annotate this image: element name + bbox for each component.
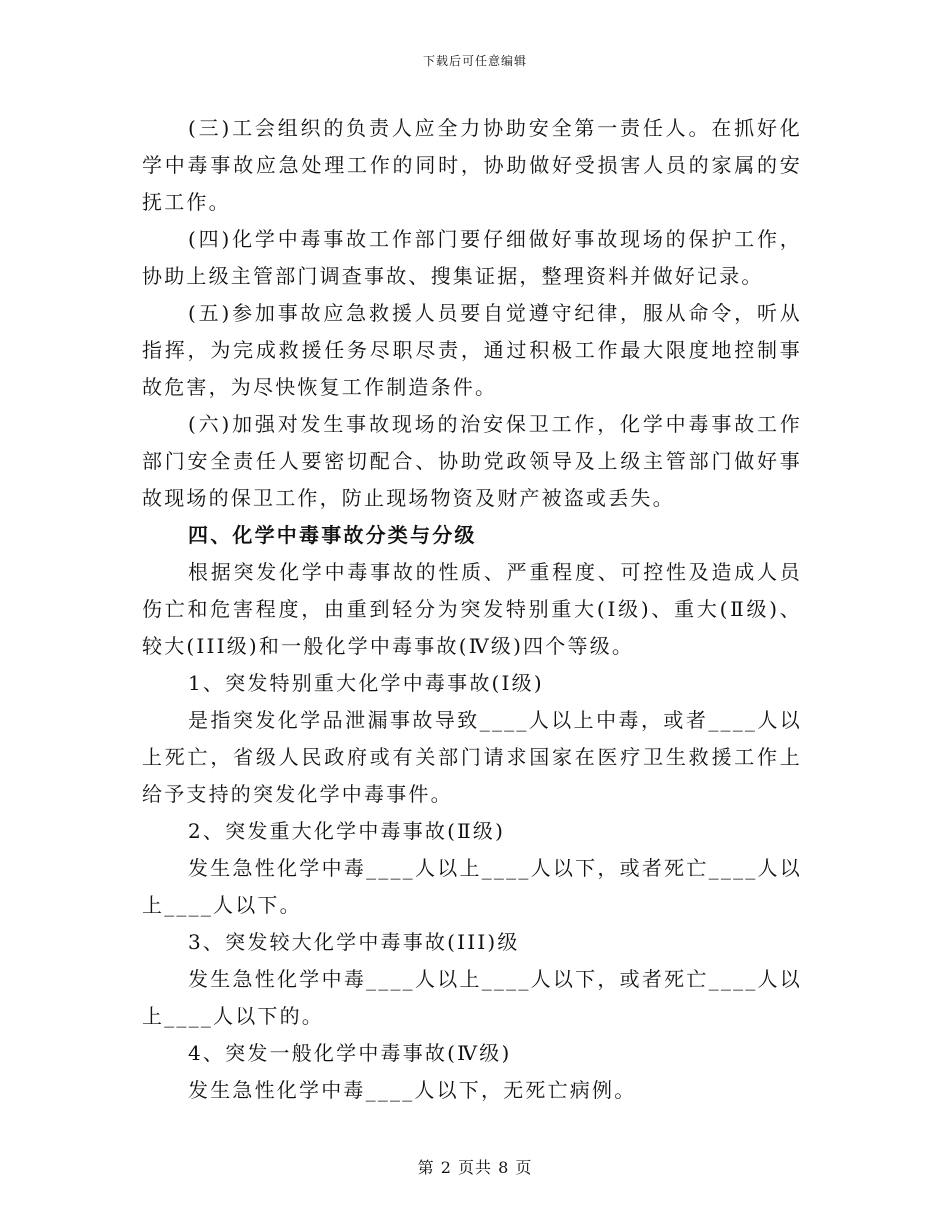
page-header-note: 下载后可任意编辑 xyxy=(422,54,527,68)
level-2-heading: 2、突发重大化学中毒事故(Ⅱ级) xyxy=(188,819,506,843)
level-4-heading: 4、突发一般化学中毒事故(Ⅳ级) xyxy=(188,1041,512,1065)
level-1-heading: 1、突发特别重大化学中毒事故(Ⅰ级) xyxy=(188,671,544,695)
level-3-heading: 3、突发较大化学中毒事故(III)级 xyxy=(188,930,520,954)
paragraph-item-6: (六)加强对发生事故现场的治安保卫工作，化学中毒事故工作部门安全责任人要密切配合、协助党政领导及上级主管部门做好事故现场的保卫工作，防止现场物资及财产被盗或丢失。 xyxy=(142,412,802,510)
level-2-description: 发生急性化学中毒____人以上____人以下，或者死亡____人以上____人以下。 xyxy=(142,856,802,917)
section-heading-classification: 四、化学中毒事故分类与分级 xyxy=(188,523,477,547)
document-body xyxy=(142,110,802,1109)
paragraph-item-5: (五)参加事故应急救援人员要自觉遵守纪律，服从命令，听从指挥，为完成救援任务尽职尽责，通过积极工作最大限度地控制事故危害，为尽快恢复工作制造条件。 xyxy=(142,301,802,399)
classification-intro-paragraph: 根据突发化学中毒事故的性质、严重程度、可控性及造成人员伤亡和危害程度，由重到轻分为突发特别重大(Ⅰ级)、重大(Ⅱ级)、较大(III级)和一般化学中毒事故(Ⅳ级)四个等级。 xyxy=(142,560,802,658)
level-4-description: 发生急性化学中毒____人以下，无死亡病例。 xyxy=(188,1078,637,1102)
level-1-description: 是指突发化学品泄漏事故导致____人以上中毒，或者____人以上死亡，省级人民政府或有关部门请求国家在医疗卫生救援工作上给予支持的突发化学中毒事件。 xyxy=(142,708,802,806)
paragraph-item-3: (三)工会组织的负责人应全力协助安全第一责任人。在抓好化学中毒事故应急处理工作的同时，协助做好受损害人员的家属的安抚工作。 xyxy=(142,116,802,214)
paragraph-item-4: (四)化学中毒事故工作部门要仔细做好事故现场的保护工作，协助上级主管部门调查事故、搜集证据，整理资料并做好记录。 xyxy=(142,227,802,288)
page-number-footer: 第 2 页共 8 页 xyxy=(417,1158,533,1177)
level-3-description: 发生急性化学中毒____人以上____人以下，或者死亡____人以上____人以下的。 xyxy=(142,967,802,1028)
